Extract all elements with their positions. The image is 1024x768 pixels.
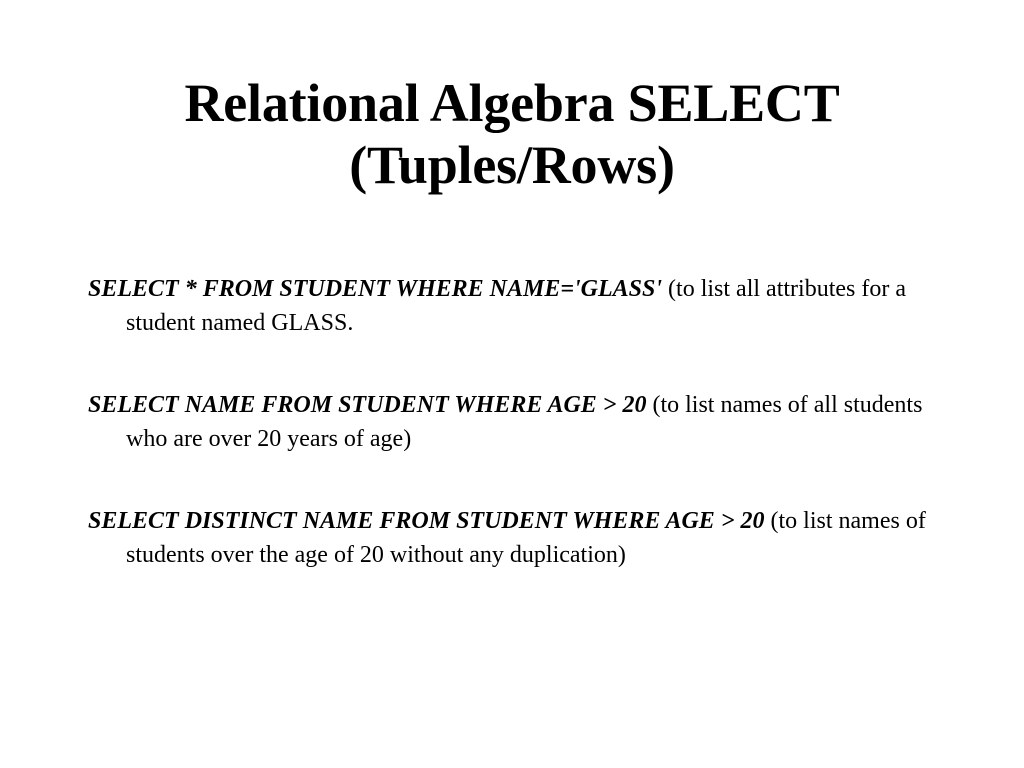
sql-query: SELECT NAME FROM STUDENT WHERE AGE > 20	[88, 392, 647, 418]
sql-example-item	[88, 272, 948, 340]
title-line-2: (Tuples/Rows)	[349, 135, 675, 195]
query-description: (to list names of all students who are over 20 years of age)	[126, 392, 923, 452]
sql-example-item	[88, 388, 948, 456]
sql-example-item	[88, 504, 948, 572]
query-description: (to list names of students over the age of 20 without any duplication)	[126, 508, 926, 568]
sql-query: SELECT * FROM STUDENT WHERE NAME='GLASS'	[88, 276, 663, 302]
title-line-1: Relational Algebra SELECT	[184, 73, 840, 133]
query-description: (to list all attributes for a student named GLASS.	[126, 276, 906, 336]
slide-title	[62, 72, 962, 196]
sql-example-list	[88, 272, 948, 620]
sql-query: SELECT DISTINCT NAME FROM STUDENT WHERE AGE > 20	[88, 508, 765, 534]
